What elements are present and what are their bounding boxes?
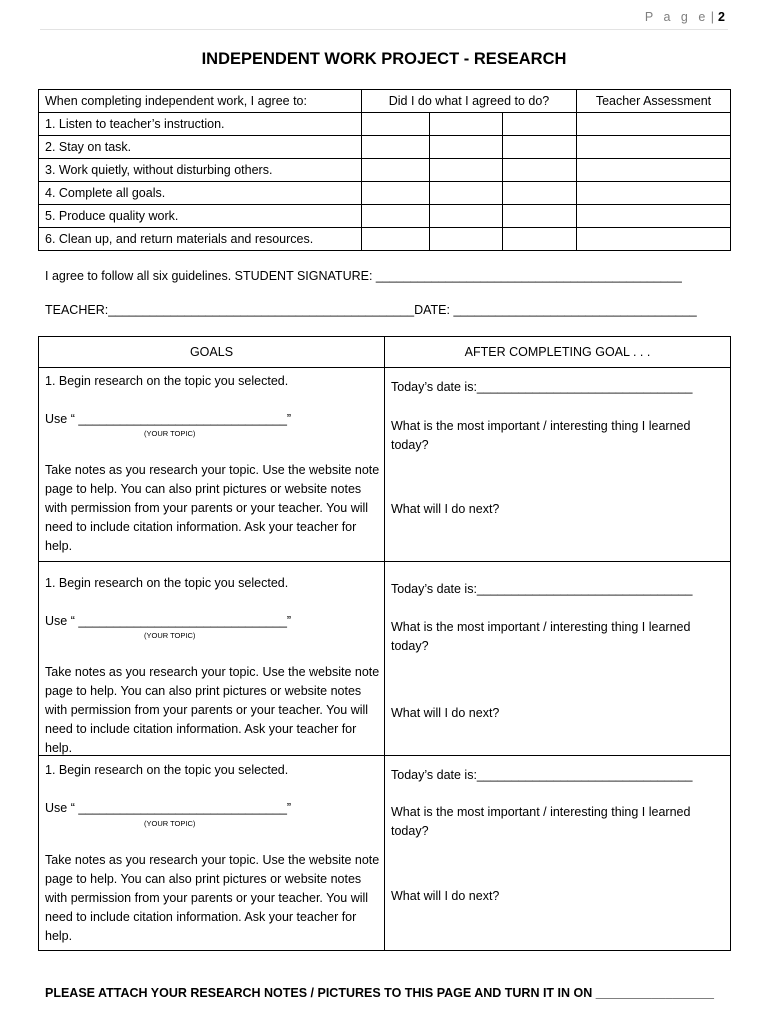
self-check-cell[interactable] — [503, 182, 577, 205]
goal-cell — [39, 562, 385, 756]
teacher-date-line[interactable]: TEACHER:____________________________________________DATE: ___________________________________ — [45, 303, 697, 317]
date-line[interactable]: Today’s date is:_______________________________ — [391, 582, 693, 596]
goal-row — [39, 368, 731, 562]
agreement-header-teacher-assessment: Teacher Assessment — [577, 90, 731, 113]
topic-line[interactable]: Use “ ______________________________” — [45, 801, 292, 815]
self-check-cell[interactable] — [503, 228, 577, 251]
after-goal-header: AFTER COMPLETING GOAL . . . — [385, 337, 731, 368]
self-check-cell[interactable] — [503, 159, 577, 182]
topic-line[interactable]: Use “ ______________________________” — [45, 412, 292, 426]
self-check-cell[interactable] — [430, 205, 503, 228]
self-check-cell[interactable] — [362, 113, 430, 136]
self-check-cell[interactable] — [362, 182, 430, 205]
goal-notes-instructions: Take notes as you research your topic. Use the website note page to help. You can also print pictures or website notes with permission from your parents or your teacher. You will need to include citation information. Ask your teacher for help. — [45, 853, 380, 943]
agreement-row — [39, 159, 731, 182]
page-number: 2 — [718, 10, 725, 24]
topic-caption: (YOUR TOPIC) — [144, 631, 196, 640]
page-header — [645, 10, 725, 24]
agreement-row — [39, 113, 731, 136]
agreement-row — [39, 228, 731, 251]
question-learned: What is the most important / interesting thing I learned today? — [391, 419, 691, 452]
teacher-assessment-cell[interactable] — [577, 159, 731, 182]
self-check-cell[interactable] — [503, 136, 577, 159]
topic-caption: (YOUR TOPIC) — [144, 429, 196, 438]
self-check-cell[interactable] — [362, 228, 430, 251]
agreement-header-self-check: Did I do what I agreed to do? — [362, 90, 577, 113]
goal-row — [39, 756, 731, 951]
goal-row — [39, 562, 731, 756]
document-title: INDEPENDENT WORK PROJECT - RESEARCH — [201, 50, 567, 68]
teacher-assessment-cell[interactable] — [577, 136, 731, 159]
submission-instructions[interactable]: PLEASE ATTACH YOUR RESEARCH NOTES / PICTURES TO THIS PAGE AND TURN IT IN ON _________________ — [45, 986, 714, 1000]
goals-header-row — [39, 337, 731, 368]
question-next: What will I do next? — [391, 706, 500, 720]
goal-step: 1. Begin research on the topic you selected. — [45, 374, 289, 388]
agreement-header-guidelines: When completing independent work, I agree to: — [39, 90, 362, 113]
question-next: What will I do next? — [391, 502, 500, 516]
agreement-header-row — [39, 90, 731, 113]
self-check-cell[interactable] — [430, 113, 503, 136]
teacher-assessment-cell[interactable] — [577, 205, 731, 228]
topic-caption: (YOUR TOPIC) — [144, 819, 196, 828]
agreement-guideline: 1. Listen to teacher’s instruction. — [39, 113, 362, 136]
student-signature-line[interactable]: I agree to follow all six guidelines. STUDENT SIGNATURE: ____________________________________________ — [45, 269, 682, 283]
goal-step: 1. Begin research on the topic you selected. — [45, 576, 289, 590]
agreement-guideline: 6. Clean up, and return materials and resources. — [39, 228, 362, 251]
goals-header: GOALS — [39, 337, 385, 368]
self-check-cell[interactable] — [503, 113, 577, 136]
teacher-assessment-cell[interactable] — [577, 182, 731, 205]
teacher-assessment-cell[interactable] — [577, 113, 731, 136]
goals-table — [38, 336, 731, 951]
question-learned: What is the most important / interesting thing I learned today? — [391, 805, 691, 838]
goal-step: 1. Begin research on the topic you selected. — [45, 763, 289, 777]
header-rule — [40, 29, 728, 30]
self-check-cell[interactable] — [362, 136, 430, 159]
after-goal-cell — [385, 756, 731, 951]
self-check-cell[interactable] — [362, 205, 430, 228]
page-label: P a g e — [644, 10, 709, 24]
self-check-cell[interactable] — [362, 159, 430, 182]
agreement-row — [39, 205, 731, 228]
agreement-table — [38, 89, 731, 251]
self-check-cell[interactable] — [430, 136, 503, 159]
question-next: What will I do next? — [391, 889, 500, 903]
self-check-cell[interactable] — [503, 205, 577, 228]
agreement-guideline: 4. Complete all goals. — [39, 182, 362, 205]
self-check-cell[interactable] — [430, 159, 503, 182]
goal-cell — [39, 756, 385, 951]
agreement-row — [39, 182, 731, 205]
agreement-guideline: 3. Work quietly, without disturbing others. — [39, 159, 362, 182]
goal-notes-instructions: Take notes as you research your topic. Use the website note page to help. You can also print pictures or website notes with permission from your parents or your teacher. You will need to include citation information. Ask your teacher for help. — [45, 463, 380, 553]
question-learned: What is the most important / interesting thing I learned today? — [391, 620, 691, 653]
self-check-cell[interactable] — [430, 228, 503, 251]
self-check-cell[interactable] — [430, 182, 503, 205]
agreement-guideline: 2. Stay on task. — [39, 136, 362, 159]
goal-notes-instructions: Take notes as you research your topic. Use the website note page to help. You can also print pictures or website notes with permission from your parents or your teacher. You will need to include citation information. Ask your teacher for help. — [45, 665, 380, 755]
agreement-guideline: 5. Produce quality work. — [39, 205, 362, 228]
teacher-assessment-cell[interactable] — [577, 228, 731, 251]
date-line[interactable]: Today’s date is:_______________________________ — [391, 380, 693, 394]
agreement-row — [39, 136, 731, 159]
after-goal-cell — [385, 368, 731, 562]
topic-line[interactable]: Use “ ______________________________” — [45, 614, 292, 628]
date-line[interactable]: Today’s date is:_______________________________ — [391, 768, 693, 782]
goal-cell — [39, 368, 385, 562]
page-separator: | — [710, 10, 715, 24]
after-goal-cell — [385, 562, 731, 756]
